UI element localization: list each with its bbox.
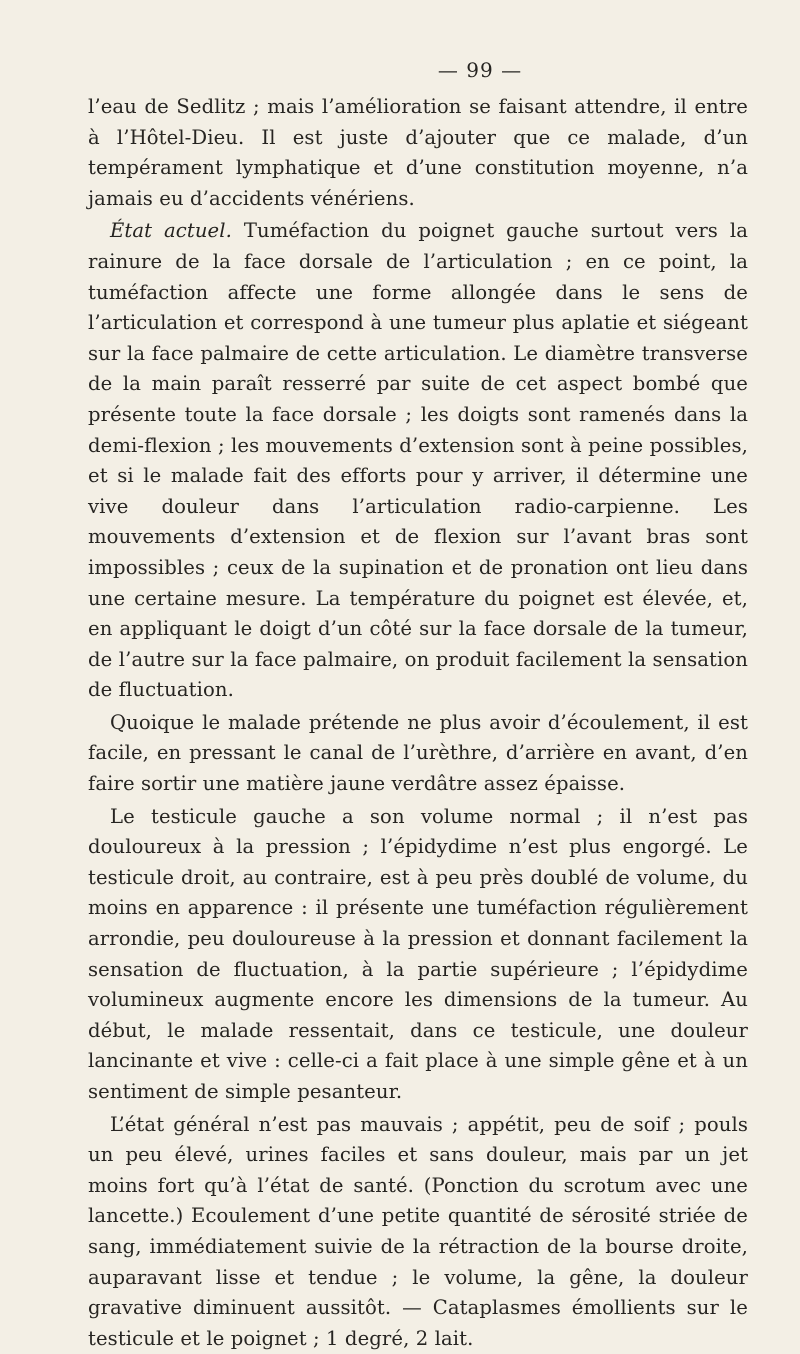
paragraph-3: Quoique le malade prétende ne plus avoir d’écoulement, il est facile, en pressant le canal de l’urèthre, d’arrière en avant, d’en faire sortir une matière jaune verdâtre assez épaisse.: [88, 710, 748, 796]
paragraph-1: l’eau de Sedlitz ; mais l’amélioration se faisant attendre, il entre à l’Hôtel-Dieu. Il est juste d’ajouter que ce malade, d’un tempérament lymphatique et d’une constitution moyenne, n’a jamais eu d’accidents vénériens.: [88, 95, 748, 210]
page-body: [88, 92, 748, 1354]
paragraph-2-label: État actuel.: [110, 219, 232, 243]
paragraph-5: L’état général n’est pas mauvais ; appétit, peu de soif ; pouls un peu élevé, urines faciles et sans douleur, mais par un jet moins fort qu’à l’état de santé. (Ponction du scrotum avec une lancette.) Ecoulement d’une petite quantité de sérosité striée de sang, immédiatement suivie de la rétraction de la bourse droite, auparavant lisse et tendue ; le volume, la gêne, la douleur gravative diminuent aussitôt. — Cataplasmes émollients sur le testicule et le poignet ; 1 degré, 2 lait.: [88, 1112, 748, 1350]
paragraph-2: [88, 216, 748, 706]
paragraph-4: Le testicule gauche a son volume normal ; il n’est pas douloureux à la pression ; l’épidydime n’est plus engorgé. Le testicule droit, au contraire, est à peu près doublé de volume, du moins en apparence : il présente une tuméfaction régulièrement arrondie, peu douloureuse à la pression et donnant facilement la sensation de fluctuation, à la partie supérieure ; l’épidydime volumineux augmente encore les dimensions de la tumeur. Au début, le malade ressentait, dans ce testicule, une douleur lancinante et vive : celle-ci a fait place à une simple gêne et à un sentiment de simple pesanteur.: [88, 804, 748, 1103]
paragraph-2-body: Tuméfaction du poignet gauche surtout vers la rainure de la face dorsale de l’articulation ; en ce point, la tuméfaction affecte une forme allongée dans le sens de l’articulation et correspond à une tumeur plus aplatie et siégeant sur la face palmaire de cette articulation. Le diamètre transverse de la main paraît resserré par suite de cet aspect bombé que présente toute la face dorsale ; les doigts sont ramenés dans la demi-flexion ; les mouvements d’extension sont à peine possibles, et si le malade fait des efforts pour y arriver, il détermine une vive douleur dans l’articulation radio-carpienne. Les mouvements d’extension et de flexion sur l’avant bras sont impossibles ; ceux de la supination et de pronation ont lieu dans une certaine mesure. La température du poignet est élevée, et, en appliquant le doigt d’un côté sur la face dorsale de la tumeur, de l’autre sur la face palmaire, on produit facilement la sensation de fluctuation.: [88, 219, 748, 702]
page-number: — 99 —: [437, 58, 523, 82]
